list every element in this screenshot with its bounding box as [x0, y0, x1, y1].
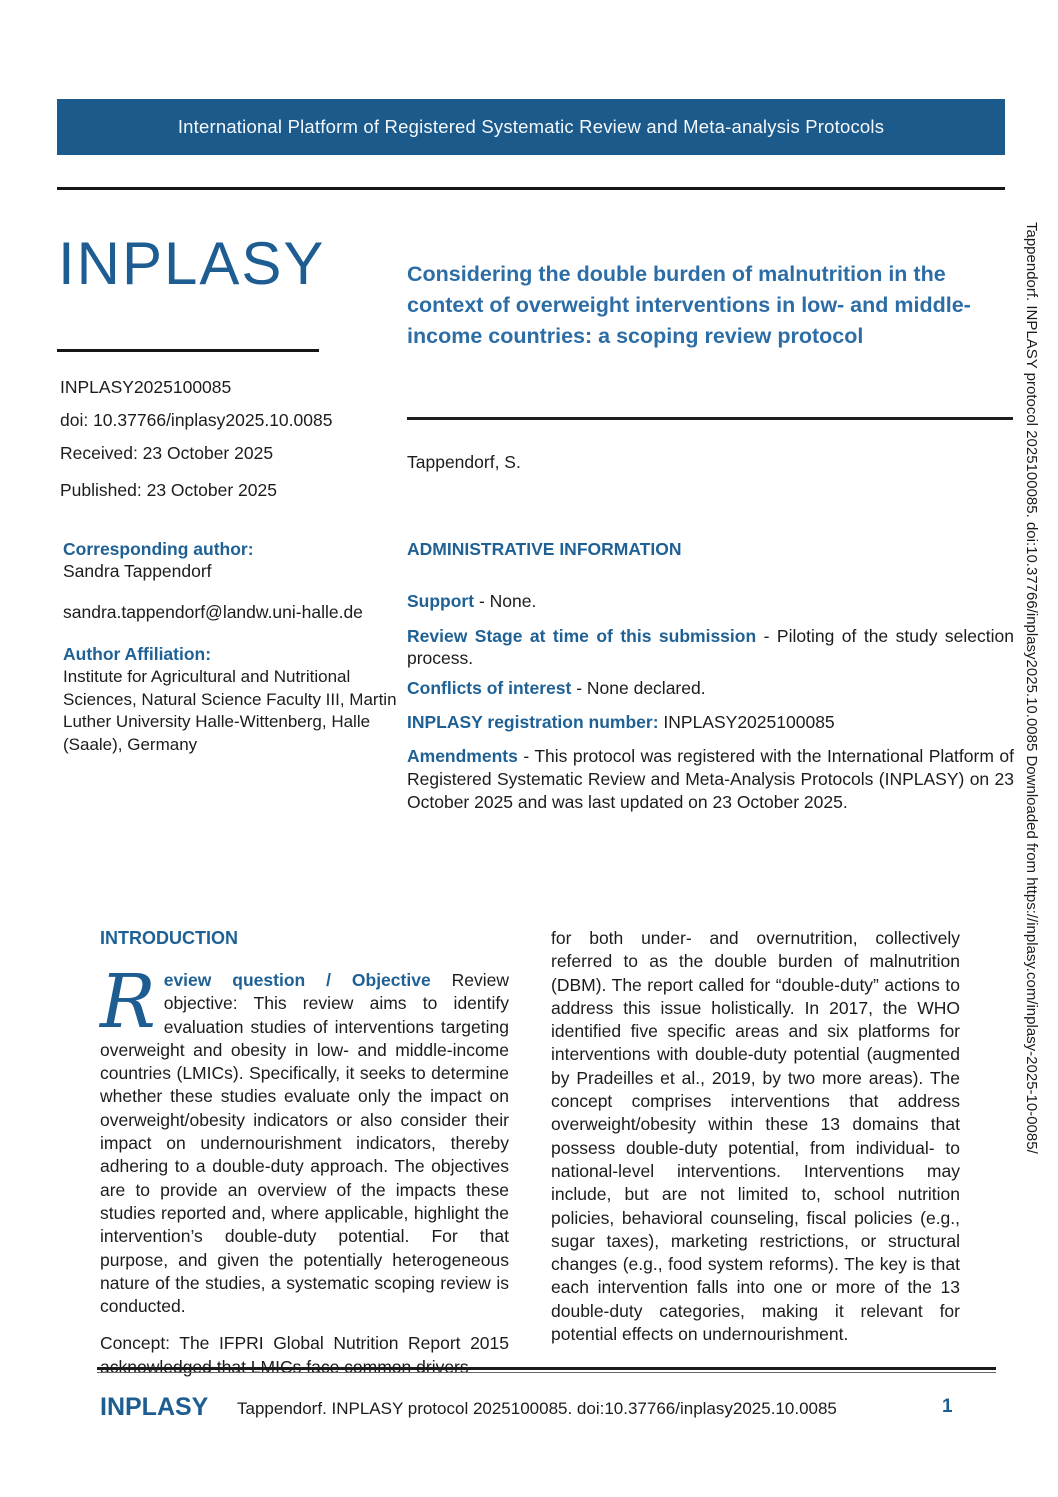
top-rule — [57, 187, 1005, 190]
affiliation-text: Institute for Agricultural and Nutritional Sciences, Natural Science Faculty III, Martin Luther University Halle-Wittenberg, Halle (Saale), Germany — [63, 667, 397, 754]
corresponding-author-label: Corresponding author: — [63, 539, 254, 559]
amendments-line — [407, 745, 1014, 814]
amendments-text: - This protocol was registered with the International Platform of Registered Systematic Review and Meta-Analysis Protocols (INPLASY) on 23 October 2025 and was last updated on 23 October 2025. — [407, 745, 1014, 812]
intro-column-left — [100, 959, 509, 1379]
platform-banner — [57, 99, 1005, 155]
platform-banner-text: International Platform of Registered Systematic Review and Meta-analysis Protocols — [177, 116, 885, 137]
intro-continued-paragraph: for both under- and overnutrition, collectively referred to as the double burden of malnutrition (DBM). The report called for “double-duty” actions to address this issue holistically. In 2017, the WHO identified five specific areas and six platforms for interventions with double-duty potential (augmented by Pradeilles et al., 2019, by two more areas). The concept comprises interventions that address overweight/obesity within these 13 domains that possess double-duty potential, from individual- to national-level interventions. Interventions may include, but are not limited to, school nutrition policies, behavioral counseling, fiscal policies (e.g., sugar taxes), marketing restrictions, or structural changes (e.g., food system reforms). The key is that each intervention falls into one or more of the 13 double-duty categories, making it relevant for potential effects on undernourishment. — [551, 928, 960, 1345]
doi-line: doi: 10.37766/inplasy2025.10.0085 — [60, 410, 333, 430]
logo-rule — [57, 349, 319, 352]
review-stage-text: - Piloting of the study selection process. — [407, 625, 1014, 668]
published-date: Published: 23 October 2025 — [60, 480, 277, 500]
review-objective-paragraph — [100, 959, 509, 1318]
corresponding-author-name: Sandra Tappendorf — [63, 561, 212, 581]
inplasy-registration-label: INPLASY registration number: — [407, 711, 659, 732]
corresponding-author-email: sandra.tappendorf@landw.uni-halle.de — [63, 602, 363, 622]
concept-paragraph: Concept: The IFPRI Global Nutrition Report 2015 acknowledged that LMICs face common drivers — [100, 1333, 509, 1377]
title-rule — [407, 417, 1013, 420]
sidebar-citation-vertical: Tappendorf. INPLASY protocol 2025100085. doi:10.37766/inplasy2025.10.0085 Downloaded from https://inplasy.com/inplasy-2025-10-0085/ — [1023, 222, 1040, 1154]
footer-page-number: 1 — [942, 1396, 953, 1417]
review-stage-label: Review Stage at time of this submission — [407, 625, 757, 646]
conflicts-text: - None declared. — [576, 677, 706, 698]
footer-rule — [97, 1367, 996, 1373]
inplasy-registration-value: INPLASY2025100085 — [663, 711, 835, 732]
support-text: - None. — [478, 590, 537, 611]
support-line — [407, 591, 1014, 612]
received-date: Received: 23 October 2025 — [60, 443, 274, 463]
footer-brand: INPLASY — [100, 1393, 209, 1421]
introduction-heading: INTRODUCTION — [100, 928, 238, 948]
registration-number: INPLASY2025100085 — [60, 377, 232, 397]
footer-citation: Tappendorf. INPLASY protocol 2025100085. doi:10.37766/inplasy2025.10.0085 — [237, 1399, 837, 1418]
affiliation-label: Author Affiliation: — [63, 644, 212, 664]
dropcap-letter: R — [100, 959, 156, 1045]
objective-body: Review objective: This review aims to identify evaluation studies of interventions targeting overweight and obesity in low- and middle-income countries (LMICs). Specifically, it seeks to determine whether these studies evaluate only the impact on overweight/obesity indicators or also consider their impact on undernourishment indicators, thereby adhering to a double-duty approach. The objectives are to provide an overview of the impacts these studies reported and, where applicable, highlight the intervention’s double-duty potential. For that purpose, and given the potentially heterogeneous nature of the studies, a systematic scoping review is conducted. — [100, 970, 509, 1317]
inplasy-logo: INPLASY — [58, 230, 326, 297]
intro-column-right — [551, 927, 960, 1346]
conflicts-label: Conflicts of interest — [407, 677, 572, 698]
author-byline: Tappendorf, S. — [407, 452, 521, 472]
conflicts-line — [407, 678, 1014, 699]
article-title: Considering the double burden of malnutrition in the context of overweight interventions in low- and middle-income countries: a scoping review protocol — [407, 262, 971, 348]
admin-info-heading: ADMINISTRATIVE INFORMATION — [407, 539, 682, 559]
support-label: Support — [407, 590, 475, 611]
review-stage-line — [407, 625, 1014, 670]
objective-label: eview question / Objective — [163, 970, 431, 990]
inplasy-registration-line — [407, 712, 1014, 733]
amendments-label: Amendments — [407, 745, 518, 766]
